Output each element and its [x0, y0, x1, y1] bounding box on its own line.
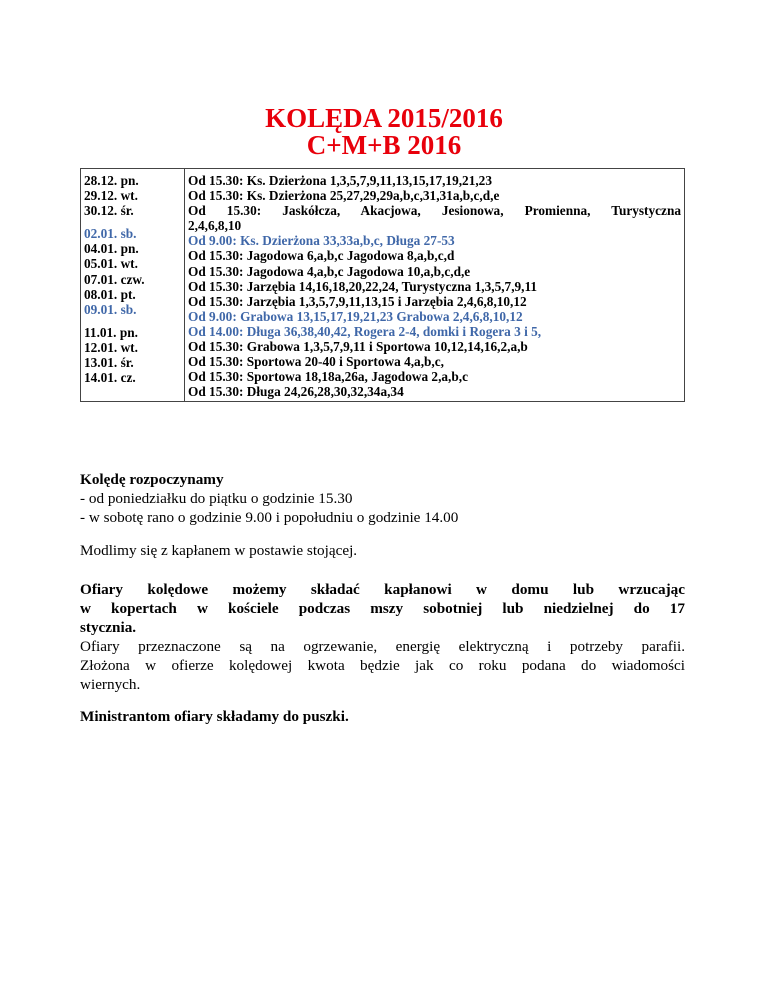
saturday-time: - w sobotę rano o godzinie 9.00 i popołudniu o godzinie 14.00 — [80, 509, 459, 526]
date-cell: 13.01. śr. — [84, 355, 134, 371]
entry-cell: Od 15.30: Jarzębia 14,16,18,20,22,24, Turystyczna 1,3,5,7,9,11 — [188, 278, 538, 294]
offerings-line: Ofiary przeznaczone są na ogrzewanie, energię elektryczną i potrzeby parafii. — [80, 638, 685, 655]
date-cell: 30.12. śr. — [84, 203, 134, 219]
date-cell: 12.01. wt. — [84, 339, 138, 355]
date-cell: 29.12. wt. — [84, 188, 138, 204]
offerings-bold-line: w kopertach w kościele podczas mszy sobotniej lub niedzielnej do 17 — [80, 600, 685, 617]
weekday-time: - od poniedziałku do piątku o godzinie 15.30 — [80, 490, 353, 507]
entry-cell: Od 14.00: Długa 36,38,40,42, Rogera 2-4, domki i Rogera 3 i 5, — [188, 323, 542, 339]
entry-cell: Od 15.30: Sportowa 20-40 i Sportowa 4,a,b,c, — [188, 354, 444, 370]
start-info — [80, 470, 685, 527]
entry-cell: Od 15.30: Jagodowa 6,a,b,c Jagodowa 8,a,b,c,d — [188, 248, 455, 264]
offerings-line: Złożona w ofierze kolędowej kwota będzie jak co roku podana do wiadomości — [80, 657, 685, 674]
schedule-table — [80, 168, 685, 402]
entry-cell: Od 15.30: Sportowa 18,18a,26a, Jagodowa 2,a,b,c — [188, 369, 468, 385]
date-cell: 09.01. sb. — [84, 301, 137, 317]
entry-cell: Od 15.30: Ks. Dzierżona 25,27,29,29a,b,c,31,31a,b,c,d,e — [188, 188, 500, 204]
offerings-line: wiernych. — [80, 676, 141, 693]
start-heading: Kolędę rozpoczynamy — [80, 471, 224, 488]
date-cell: 14.01. cz. — [84, 370, 136, 386]
offerings-bold-line: stycznia. — [80, 619, 137, 636]
altar-boys-note: Ministrantom ofiary składamy do puszki. — [80, 708, 349, 725]
date-cell: 28.12. pn. — [84, 173, 139, 188]
date-cell: 05.01. wt. — [84, 256, 138, 272]
date-cell: 11.01. pn. — [84, 324, 138, 340]
entry-cell: Od 15.30: Ks. Dzierżona 1,3,5,7,9,11,13,15,17,19,21,23 — [188, 173, 492, 188]
entries-column — [185, 169, 685, 402]
table-row — [81, 169, 685, 402]
page-subtitle: C+M+B 2016 — [306, 130, 462, 160]
date-cell: 07.01. czw. — [84, 271, 145, 287]
date-cell: 04.01. pn. — [84, 241, 139, 257]
entry-cell: Od 15.30: Jagodowa 4,a,b,c Jagodowa 10,a,b,c,d,e — [188, 263, 471, 279]
entry-cell: Od 15.30: Długa 24,26,28,30,32,34a,34 — [188, 384, 404, 400]
entry-cell: Od 15.30: Jaskółcza, Akacjowa, Jesionowa, Promienna, Turystyczna — [188, 203, 681, 219]
entry-cell: Od 9.00: Ks. Dzierżona 33,33a,b,c, Długa 27-53 — [188, 233, 455, 249]
entry-cell: Od 15.30: Grabowa 1,3,5,7,9,11 i Sportowa 10,12,14,16,2,a,b — [188, 339, 528, 355]
offerings-bold-line: Ofiary kolędowe możemy składać kapłanowi w domu lub wrzucając — [80, 581, 685, 598]
entry-cell: Od 9.00: Grabowa 13,15,17,19,21,23 Grabowa 2,4,6,8,10,12 — [188, 308, 523, 324]
page-title: KOLĘDA 2015/2016 — [265, 103, 503, 133]
dates-column — [81, 169, 185, 402]
offerings-paragraph — [80, 580, 685, 694]
entry-cell: Od 15.30: Jarzębia 1,3,5,7,9,11,13,15 i Jarzębia 2,4,6,8,10,12 — [188, 293, 527, 309]
date-cell: 02.01. sb. — [84, 226, 137, 242]
prayer-note: Modlimy się z kapłanem w postawie stojącej. — [80, 542, 358, 559]
date-cell: 08.01. pt. — [84, 286, 136, 302]
entry-cell: 2,4,6,8,10 — [188, 218, 242, 234]
